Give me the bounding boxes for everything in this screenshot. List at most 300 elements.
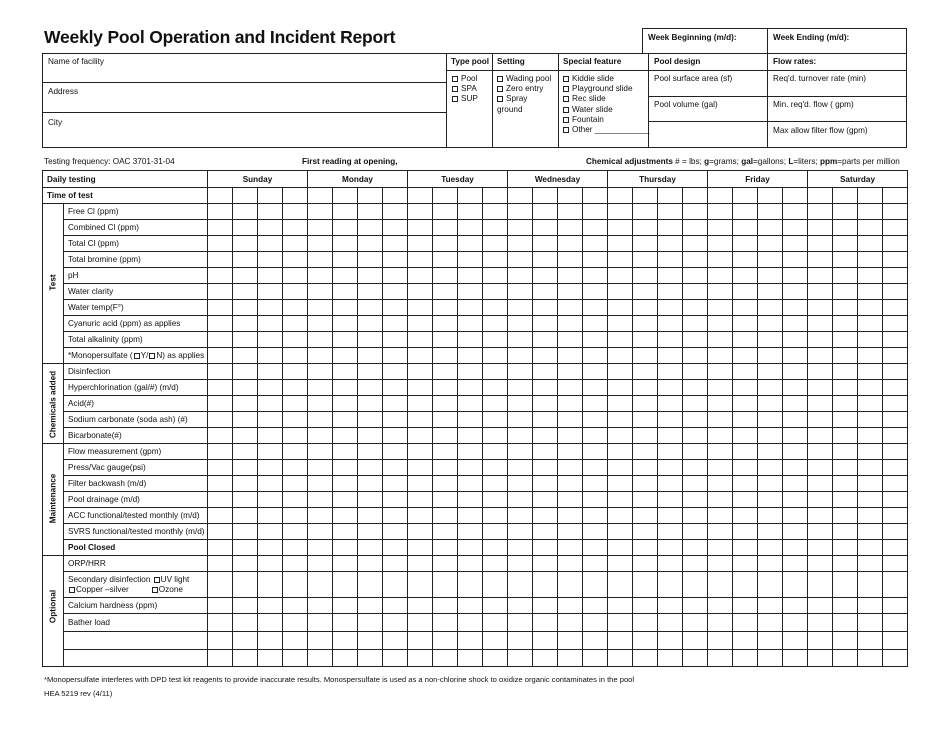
entry-cell[interactable] xyxy=(408,614,433,632)
entry-cell[interactable] xyxy=(258,380,283,396)
entry-cell[interactable] xyxy=(633,614,658,632)
entry-cell[interactable] xyxy=(708,492,733,508)
entry-cell[interactable] xyxy=(683,364,708,380)
entry-cell[interactable] xyxy=(758,508,783,524)
entry-cell[interactable] xyxy=(483,508,508,524)
entry-cell[interactable] xyxy=(808,412,833,428)
entry-cell[interactable] xyxy=(733,252,758,268)
entry-cell[interactable] xyxy=(333,316,358,332)
facility-name-field[interactable]: Name of facility xyxy=(48,57,104,66)
entry-cell[interactable] xyxy=(433,632,458,650)
entry-cell[interactable] xyxy=(483,412,508,428)
entry-cell[interactable] xyxy=(558,572,583,598)
entry-cell[interactable] xyxy=(483,476,508,492)
entry-cell[interactable] xyxy=(433,284,458,300)
entry-cell[interactable] xyxy=(608,236,633,252)
entry-cell[interactable] xyxy=(658,614,683,632)
entry-cell[interactable] xyxy=(533,460,558,476)
entry-cell[interactable] xyxy=(308,444,333,460)
entry-cell[interactable] xyxy=(333,348,358,364)
entry-cell[interactable] xyxy=(383,476,408,492)
entry-cell[interactable] xyxy=(233,364,258,380)
entry-cell[interactable] xyxy=(883,444,908,460)
entry-cell[interactable] xyxy=(583,348,608,364)
entry-cell[interactable] xyxy=(258,364,283,380)
entry-cell[interactable] xyxy=(883,364,908,380)
entry-cell[interactable] xyxy=(258,188,283,204)
entry-cell[interactable] xyxy=(858,444,883,460)
entry-cell[interactable] xyxy=(833,614,858,632)
entry-cell[interactable] xyxy=(858,556,883,572)
entry-cell[interactable] xyxy=(558,396,583,412)
entry-cell[interactable] xyxy=(283,492,308,508)
entry-cell[interactable] xyxy=(433,524,458,540)
entry-cell[interactable] xyxy=(458,252,483,268)
entry-cell[interactable] xyxy=(383,268,408,284)
entry-cell[interactable] xyxy=(633,460,658,476)
entry-cell[interactable] xyxy=(433,252,458,268)
entry-cell[interactable] xyxy=(208,540,233,556)
entry-cell[interactable] xyxy=(383,492,408,508)
entry-cell[interactable] xyxy=(683,524,708,540)
entry-cell[interactable] xyxy=(433,220,458,236)
entry-cell[interactable] xyxy=(408,348,433,364)
entry-cell[interactable] xyxy=(758,524,783,540)
entry-cell[interactable] xyxy=(533,204,558,220)
entry-cell[interactable] xyxy=(533,284,558,300)
entry-cell[interactable] xyxy=(258,220,283,236)
entry-cell[interactable] xyxy=(358,492,383,508)
entry-cell[interactable] xyxy=(783,348,808,364)
entry-cell[interactable] xyxy=(358,396,383,412)
entry-cell[interactable] xyxy=(858,524,883,540)
entry-cell[interactable] xyxy=(658,412,683,428)
entry-cell[interactable] xyxy=(308,614,333,632)
entry-cell[interactable] xyxy=(808,204,833,220)
entry-cell[interactable] xyxy=(558,268,583,284)
entry-cell[interactable] xyxy=(733,316,758,332)
entry-cell[interactable] xyxy=(758,632,783,650)
turnover-rate-field[interactable]: Req'd. turnover rate (min) xyxy=(773,74,867,83)
entry-cell[interactable] xyxy=(608,428,633,444)
entry-cell[interactable] xyxy=(683,268,708,284)
entry-cell[interactable] xyxy=(483,284,508,300)
entry-cell[interactable] xyxy=(858,268,883,284)
entry-cell[interactable] xyxy=(333,556,358,572)
entry-cell[interactable] xyxy=(333,284,358,300)
entry-cell[interactable] xyxy=(208,380,233,396)
entry-cell[interactable] xyxy=(633,284,658,300)
entry-cell[interactable] xyxy=(283,614,308,632)
entry-cell[interactable] xyxy=(233,540,258,556)
entry-cell[interactable] xyxy=(658,396,683,412)
entry-cell[interactable] xyxy=(258,428,283,444)
entry-cell[interactable] xyxy=(233,268,258,284)
entry-cell[interactable] xyxy=(833,220,858,236)
entry-cell[interactable] xyxy=(858,396,883,412)
entry-cell[interactable] xyxy=(258,614,283,632)
entry-cell[interactable] xyxy=(383,300,408,316)
entry-cell[interactable] xyxy=(608,572,633,598)
entry-cell[interactable] xyxy=(858,300,883,316)
entry-cell[interactable] xyxy=(533,252,558,268)
entry-cell[interactable] xyxy=(833,460,858,476)
entry-cell[interactable] xyxy=(758,300,783,316)
entry-cell[interactable] xyxy=(758,364,783,380)
entry-cell[interactable] xyxy=(708,572,733,598)
entry-cell[interactable] xyxy=(408,508,433,524)
entry-cell[interactable] xyxy=(508,396,533,412)
checkbox-zero-entry[interactable]: Zero entry xyxy=(497,84,551,94)
pool-surface-area-field[interactable]: Pool surface area (sf) xyxy=(654,74,733,83)
entry-cell[interactable] xyxy=(883,650,908,667)
entry-cell[interactable] xyxy=(233,460,258,476)
entry-cell[interactable] xyxy=(433,476,458,492)
entry-cell[interactable] xyxy=(783,614,808,632)
entry-cell[interactable] xyxy=(408,236,433,252)
entry-cell[interactable] xyxy=(883,614,908,632)
entry-cell[interactable] xyxy=(233,236,258,252)
entry-cell[interactable] xyxy=(783,252,808,268)
entry-cell[interactable] xyxy=(308,598,333,614)
entry-cell[interactable] xyxy=(633,252,658,268)
entry-cell[interactable] xyxy=(883,252,908,268)
entry-cell[interactable] xyxy=(633,300,658,316)
entry-cell[interactable] xyxy=(533,300,558,316)
entry-cell[interactable] xyxy=(333,476,358,492)
entry-cell[interactable] xyxy=(383,460,408,476)
entry-cell[interactable] xyxy=(608,268,633,284)
entry-cell[interactable] xyxy=(358,300,383,316)
entry-cell[interactable] xyxy=(258,598,283,614)
entry-cell[interactable] xyxy=(533,236,558,252)
entry-cell[interactable] xyxy=(858,220,883,236)
entry-cell[interactable] xyxy=(258,632,283,650)
entry-cell[interactable] xyxy=(508,428,533,444)
entry-cell[interactable] xyxy=(733,524,758,540)
entry-cell[interactable] xyxy=(258,332,283,348)
entry-cell[interactable] xyxy=(658,650,683,667)
entry-cell[interactable] xyxy=(758,650,783,667)
entry-cell[interactable] xyxy=(308,316,333,332)
entry-cell[interactable] xyxy=(558,632,583,650)
entry-cell[interactable] xyxy=(383,524,408,540)
entry-cell[interactable] xyxy=(683,380,708,396)
entry-cell[interactable] xyxy=(858,316,883,332)
entry-cell[interactable] xyxy=(783,332,808,348)
entry-cell[interactable] xyxy=(533,524,558,540)
entry-cell[interactable] xyxy=(883,204,908,220)
entry-cell[interactable] xyxy=(858,204,883,220)
entry-cell[interactable] xyxy=(533,220,558,236)
entry-cell[interactable] xyxy=(733,632,758,650)
entry-cell[interactable] xyxy=(683,632,708,650)
entry-cell[interactable] xyxy=(783,508,808,524)
entry-cell[interactable] xyxy=(808,252,833,268)
entry-cell[interactable] xyxy=(458,332,483,348)
entry-cell[interactable] xyxy=(308,556,333,572)
entry-cell[interactable] xyxy=(408,460,433,476)
entry-cell[interactable] xyxy=(583,476,608,492)
entry-cell[interactable] xyxy=(433,364,458,380)
checkbox-water-slide[interactable]: Water slide xyxy=(563,105,649,115)
entry-cell[interactable] xyxy=(458,188,483,204)
entry-cell[interactable] xyxy=(408,300,433,316)
entry-cell[interactable] xyxy=(558,300,583,316)
entry-cell[interactable] xyxy=(733,540,758,556)
entry-cell[interactable] xyxy=(458,412,483,428)
entry-cell[interactable] xyxy=(683,598,708,614)
entry-cell[interactable] xyxy=(283,364,308,380)
entry-cell[interactable] xyxy=(808,524,833,540)
entry-cell[interactable] xyxy=(833,284,858,300)
entry-cell[interactable] xyxy=(633,556,658,572)
checkbox-rec-slide[interactable]: Rec slide xyxy=(563,94,649,104)
city-field[interactable]: City xyxy=(48,118,63,127)
entry-cell[interactable] xyxy=(333,412,358,428)
entry-cell[interactable] xyxy=(208,492,233,508)
entry-cell[interactable] xyxy=(533,476,558,492)
entry-cell[interactable] xyxy=(683,236,708,252)
entry-cell[interactable] xyxy=(208,268,233,284)
entry-cell[interactable] xyxy=(333,632,358,650)
entry-cell[interactable] xyxy=(458,300,483,316)
entry-cell[interactable] xyxy=(333,300,358,316)
entry-cell[interactable] xyxy=(583,598,608,614)
entry-cell[interactable] xyxy=(758,252,783,268)
entry-cell[interactable] xyxy=(208,476,233,492)
entry-cell[interactable] xyxy=(608,476,633,492)
entry-cell[interactable] xyxy=(233,204,258,220)
entry-cell[interactable] xyxy=(208,556,233,572)
entry-cell[interactable] xyxy=(533,650,558,667)
entry-cell[interactable] xyxy=(808,396,833,412)
entry-cell[interactable] xyxy=(783,556,808,572)
checkbox-other[interactable]: Other ____________ xyxy=(563,125,649,135)
entry-cell[interactable] xyxy=(458,614,483,632)
entry-cell[interactable] xyxy=(258,204,283,220)
entry-cell[interactable] xyxy=(458,524,483,540)
entry-cell[interactable] xyxy=(808,508,833,524)
entry-cell[interactable] xyxy=(308,632,333,650)
entry-cell[interactable] xyxy=(458,364,483,380)
entry-cell[interactable] xyxy=(708,556,733,572)
entry-cell[interactable] xyxy=(533,188,558,204)
entry-cell[interactable] xyxy=(708,396,733,412)
entry-cell[interactable] xyxy=(283,300,308,316)
entry-cell[interactable] xyxy=(333,380,358,396)
entry-cell[interactable] xyxy=(883,332,908,348)
entry-cell[interactable] xyxy=(633,524,658,540)
entry-cell[interactable] xyxy=(533,332,558,348)
entry-cell[interactable] xyxy=(408,476,433,492)
entry-cell[interactable] xyxy=(433,508,458,524)
entry-cell[interactable] xyxy=(833,492,858,508)
entry-cell[interactable] xyxy=(408,428,433,444)
entry-cell[interactable] xyxy=(333,460,358,476)
entry-cell[interactable] xyxy=(758,220,783,236)
entry-cell[interactable] xyxy=(308,348,333,364)
entry-cell[interactable] xyxy=(833,632,858,650)
entry-cell[interactable] xyxy=(308,204,333,220)
entry-cell[interactable] xyxy=(608,380,633,396)
entry-cell[interactable] xyxy=(858,188,883,204)
entry-cell[interactable] xyxy=(333,268,358,284)
entry-cell[interactable] xyxy=(508,364,533,380)
entry-cell[interactable] xyxy=(833,396,858,412)
entry-cell[interactable] xyxy=(458,556,483,572)
entry-cell[interactable] xyxy=(433,572,458,598)
entry-cell[interactable] xyxy=(708,380,733,396)
entry-cell[interactable] xyxy=(483,572,508,598)
entry-cell[interactable] xyxy=(633,380,658,396)
entry-cell[interactable] xyxy=(533,572,558,598)
entry-cell[interactable] xyxy=(308,252,333,268)
entry-cell[interactable] xyxy=(208,252,233,268)
entry-cell[interactable] xyxy=(658,508,683,524)
entry-cell[interactable] xyxy=(583,364,608,380)
entry-cell[interactable] xyxy=(708,540,733,556)
entry-cell[interactable] xyxy=(658,364,683,380)
entry-cell[interactable] xyxy=(283,572,308,598)
entry-cell[interactable] xyxy=(883,428,908,444)
entry-cell[interactable] xyxy=(258,396,283,412)
entry-cell[interactable] xyxy=(808,476,833,492)
entry-cell[interactable] xyxy=(483,632,508,650)
entry-cell[interactable] xyxy=(408,572,433,598)
entry-cell[interactable] xyxy=(658,460,683,476)
entry-cell[interactable] xyxy=(208,572,233,598)
entry-cell[interactable] xyxy=(408,268,433,284)
entry-cell[interactable] xyxy=(608,332,633,348)
entry-cell[interactable] xyxy=(733,460,758,476)
entry-cell[interactable] xyxy=(483,188,508,204)
entry-cell[interactable] xyxy=(508,236,533,252)
entry-cell[interactable] xyxy=(333,428,358,444)
entry-cell[interactable] xyxy=(233,632,258,650)
entry-cell[interactable] xyxy=(858,428,883,444)
entry-cell[interactable] xyxy=(858,598,883,614)
entry-cell[interactable] xyxy=(733,204,758,220)
entry-cell[interactable] xyxy=(783,364,808,380)
entry-cell[interactable] xyxy=(358,444,383,460)
entry-cell[interactable] xyxy=(733,598,758,614)
entry-cell[interactable] xyxy=(583,316,608,332)
entry-cell[interactable] xyxy=(358,476,383,492)
entry-cell[interactable] xyxy=(383,204,408,220)
entry-cell[interactable] xyxy=(708,614,733,632)
entry-cell[interactable] xyxy=(783,460,808,476)
entry-cell[interactable] xyxy=(883,300,908,316)
entry-cell[interactable] xyxy=(308,492,333,508)
entry-cell[interactable] xyxy=(458,396,483,412)
entry-cell[interactable] xyxy=(833,572,858,598)
entry-cell[interactable] xyxy=(508,476,533,492)
entry-cell[interactable] xyxy=(583,188,608,204)
entry-cell[interactable] xyxy=(858,348,883,364)
entry-cell[interactable] xyxy=(858,614,883,632)
entry-cell[interactable] xyxy=(758,348,783,364)
entry-cell[interactable] xyxy=(633,444,658,460)
entry-cell[interactable] xyxy=(208,614,233,632)
entry-cell[interactable] xyxy=(208,236,233,252)
entry-cell[interactable] xyxy=(733,332,758,348)
entry-cell[interactable] xyxy=(658,300,683,316)
entry-cell[interactable] xyxy=(558,348,583,364)
entry-cell[interactable] xyxy=(733,380,758,396)
entry-cell[interactable] xyxy=(533,428,558,444)
entry-cell[interactable] xyxy=(458,650,483,667)
entry-cell[interactable] xyxy=(533,412,558,428)
entry-cell[interactable] xyxy=(408,252,433,268)
entry-cell[interactable] xyxy=(808,236,833,252)
entry-cell[interactable] xyxy=(683,284,708,300)
entry-cell[interactable] xyxy=(758,428,783,444)
entry-cell[interactable] xyxy=(333,364,358,380)
entry-cell[interactable] xyxy=(608,252,633,268)
entry-cell[interactable] xyxy=(358,284,383,300)
entry-cell[interactable] xyxy=(283,524,308,540)
entry-cell[interactable] xyxy=(358,556,383,572)
entry-cell[interactable] xyxy=(583,268,608,284)
entry-cell[interactable] xyxy=(308,650,333,667)
entry-cell[interactable] xyxy=(408,396,433,412)
entry-cell[interactable] xyxy=(608,614,633,632)
entry-cell[interactable] xyxy=(283,632,308,650)
entry-cell[interactable] xyxy=(383,508,408,524)
entry-cell[interactable] xyxy=(733,268,758,284)
entry-cell[interactable] xyxy=(233,220,258,236)
entry-cell[interactable] xyxy=(583,236,608,252)
entry-cell[interactable] xyxy=(458,284,483,300)
entry-cell[interactable] xyxy=(733,396,758,412)
entry-cell[interactable] xyxy=(358,332,383,348)
entry-cell[interactable] xyxy=(408,316,433,332)
entry-cell[interactable] xyxy=(508,204,533,220)
checkbox-wading-pool[interactable]: Wading pool xyxy=(497,74,551,84)
entry-cell[interactable] xyxy=(308,572,333,598)
entry-cell[interactable] xyxy=(383,412,408,428)
entry-cell[interactable] xyxy=(408,204,433,220)
entry-cell[interactable] xyxy=(733,412,758,428)
entry-cell[interactable] xyxy=(583,204,608,220)
entry-cell[interactable] xyxy=(658,572,683,598)
entry-cell[interactable] xyxy=(233,556,258,572)
entry-cell[interactable] xyxy=(658,236,683,252)
entry-cell[interactable] xyxy=(258,300,283,316)
entry-cell[interactable] xyxy=(883,492,908,508)
entry-cell[interactable] xyxy=(708,524,733,540)
entry-cell[interactable] xyxy=(233,476,258,492)
entry-cell[interactable] xyxy=(383,348,408,364)
entry-cell[interactable] xyxy=(508,188,533,204)
checkbox-fountain[interactable]: Fountain xyxy=(563,115,649,125)
entry-cell[interactable] xyxy=(858,508,883,524)
entry-cell[interactable] xyxy=(808,316,833,332)
entry-cell[interactable] xyxy=(583,460,608,476)
entry-cell[interactable] xyxy=(208,428,233,444)
entry-cell[interactable] xyxy=(808,492,833,508)
entry-cell[interactable] xyxy=(758,492,783,508)
entry-cell[interactable] xyxy=(333,236,358,252)
checkbox-pool[interactable]: Pool xyxy=(452,74,478,84)
entry-cell[interactable] xyxy=(283,444,308,460)
entry-cell[interactable] xyxy=(758,556,783,572)
entry-cell[interactable] xyxy=(433,614,458,632)
entry-cell[interactable] xyxy=(658,284,683,300)
entry-cell[interactable] xyxy=(283,650,308,667)
entry-cell[interactable] xyxy=(358,412,383,428)
